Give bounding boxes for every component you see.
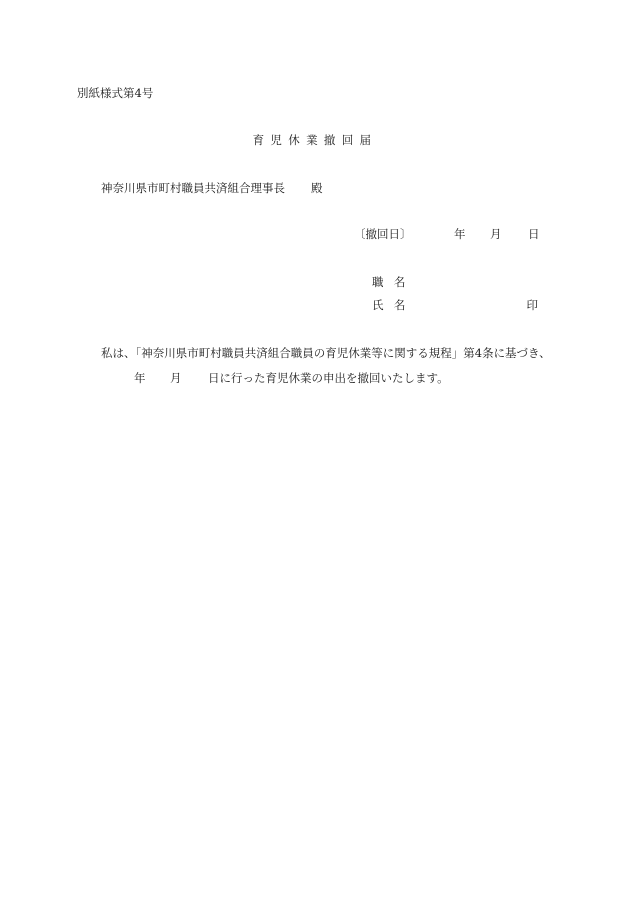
withdrawal-year-label: 年 <box>454 227 466 241</box>
document-title: 育児休業撤回届 <box>252 133 378 147</box>
addressee-name: 神奈川県市町村職員共済組合理事長 <box>101 181 285 195</box>
body-text-line-1: 私は、「神奈川県市町村職員共済組合職員の育児休業等に関する規程」第4条に基づき、 <box>101 346 551 360</box>
seal-mark: 印 <box>526 298 538 312</box>
body-text-line-2 <box>134 371 449 385</box>
position-row <box>372 275 416 289</box>
name-row <box>372 298 542 312</box>
withdrawal-day-label: 日 <box>528 227 540 241</box>
body-line-2-rest: 日に行った育児休業の申出を撤回いたします。 <box>208 371 449 385</box>
withdrawal-date-line <box>354 227 540 241</box>
body-year-label: 年 <box>134 371 146 385</box>
addressee-honorific: 殿 <box>311 181 323 195</box>
addressee-line <box>101 181 323 195</box>
withdrawal-date-label: 〔撤回日〕 <box>354 227 412 241</box>
body-month-label: 月 <box>170 371 182 385</box>
withdrawal-month-label: 月 <box>490 227 502 241</box>
position-label: 職名 <box>372 275 416 289</box>
form-number: 別紙様式第4号 <box>77 86 154 100</box>
name-label: 氏名 <box>372 298 416 312</box>
